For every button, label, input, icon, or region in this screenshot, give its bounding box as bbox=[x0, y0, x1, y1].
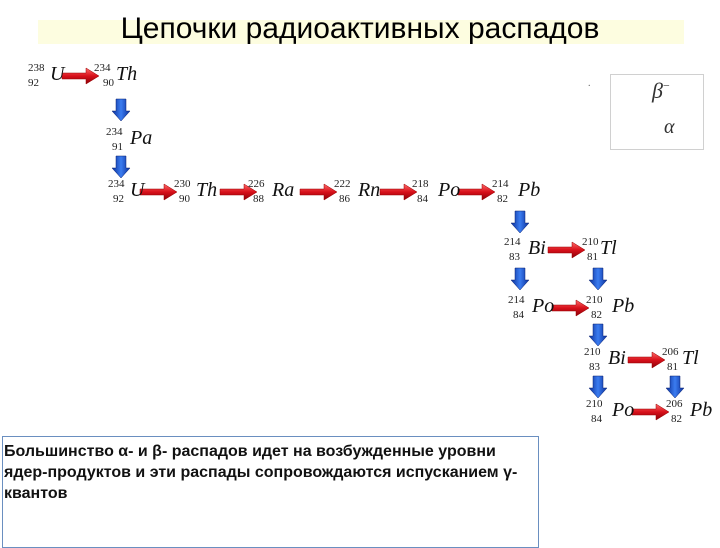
legend-beta-label: β− bbox=[652, 78, 670, 103]
alpha-arrow-po214-pb210 bbox=[552, 300, 589, 316]
alpha-arrow-bi214-tl210 bbox=[548, 242, 585, 258]
beta-arrow-tl210-pb210 bbox=[589, 268, 607, 290]
legend-alpha-label: α bbox=[664, 116, 675, 138]
alpha-arrow-po218-pb214 bbox=[458, 184, 495, 200]
alpha-arrow-po210-pb206 bbox=[632, 404, 669, 420]
alpha-arrow-ra226-rn222 bbox=[300, 184, 337, 200]
beta-arrow-bi210-po210 bbox=[589, 376, 607, 398]
beta-arrow-pb210-bi210 bbox=[589, 324, 607, 346]
beta-arrow-pb214-bi214 bbox=[511, 211, 529, 233]
beta-arrow-th234-pa234 bbox=[112, 99, 130, 121]
alpha-arrow-bi210-tl206 bbox=[628, 352, 665, 368]
beta-arrow-tl206-pb206 bbox=[666, 376, 684, 398]
alpha-arrow-u234-th230 bbox=[140, 184, 177, 200]
beta-arrow-pa234-u234 bbox=[112, 156, 130, 178]
beta-arrow-bi214-po214 bbox=[511, 268, 529, 290]
page-title: Цепочки радиоактивных распадов bbox=[120, 12, 600, 45]
decorative-dot: . bbox=[588, 78, 591, 89]
note-text: Большинство α- и β- распадов идет на возбужденные уровни ядер-продуктов и эти распады сопровождаются испусканием γ-квантов bbox=[4, 443, 518, 502]
